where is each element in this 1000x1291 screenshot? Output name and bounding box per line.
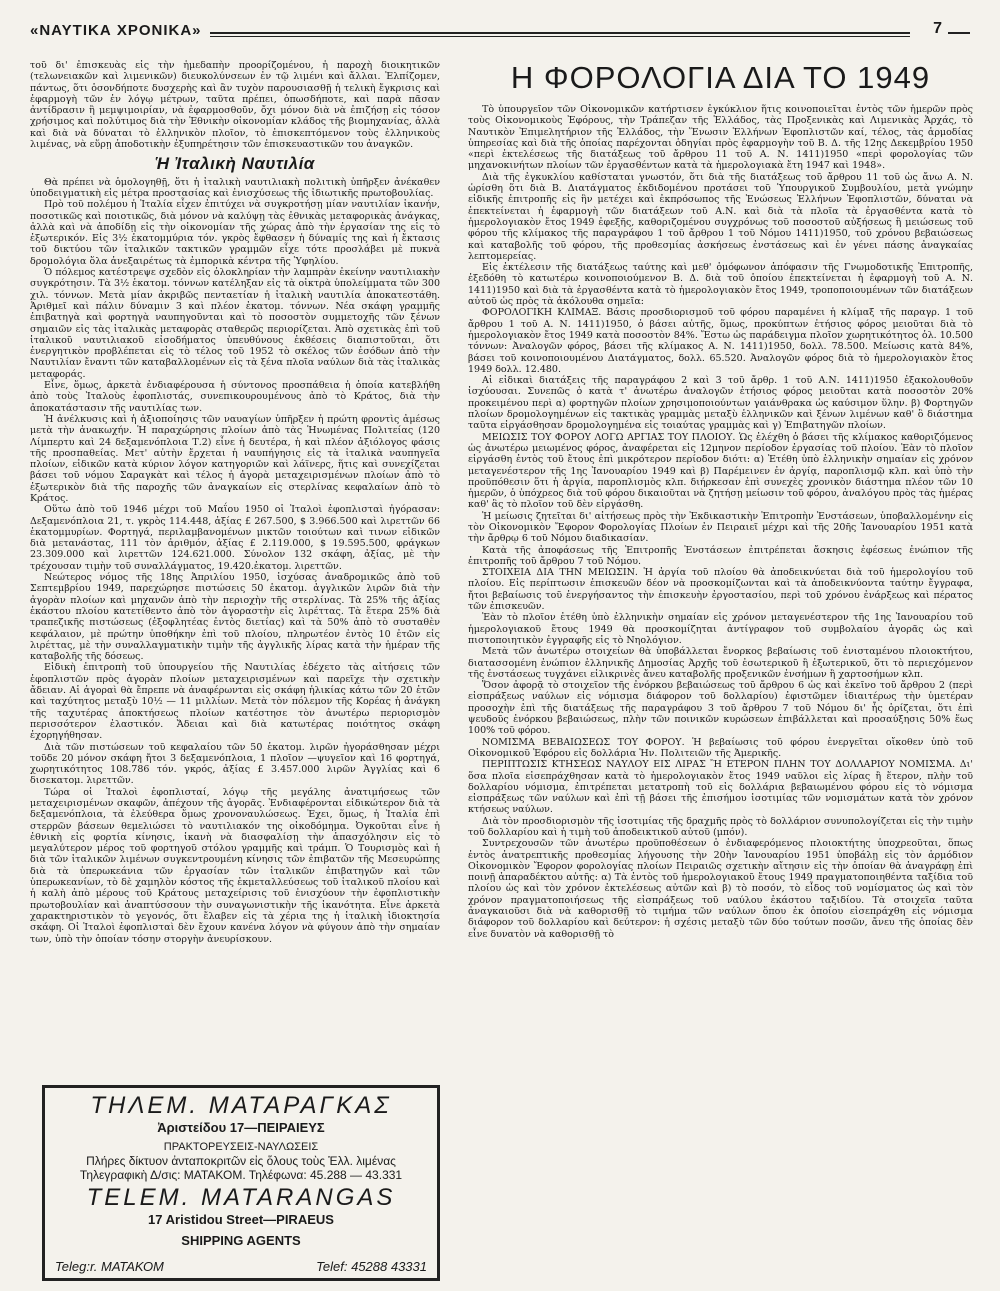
ad-services-greek: ΠΡΑΚΤΟΡΕΥΣΕΙΣ-ΝΑΥΛΩΣΕΙΣ — [163, 1141, 319, 1153]
paragraph: Διὰ τῶν πιστώσεων τοῦ κεφαλαίου τῶν 50 ἑκατομ. λιρῶν ἠγοράσθησαν μέχρι τοῦδε 20 μόνον σκάφη ἤτοι 3 δεξαμενόπλοια, 1 πλοῖον —ψυγεῖον καὶ 16 φορτηγά, χωρητικότητος 108.786 τόν. γκρός, ἀξίας £ 3.457.000 λιρῶν Ἀγγλίας καὶ 6 δισεκατομ. λιρεττῶν. — [30, 741, 440, 787]
paragraph: Εἰς ἐκτέλεσιν τῆς διατάξεως ταύτης καὶ μεθ' ὁμόφωνον ἀπόφασιν τῆς Γνωμοδοτικῆς Ἐπιτροπῆς, ἐξεδόθη τὸ κατωτέρω κοινοποιούμενον Β. Δ. διὰ τοῦ ὁποίου ἐπεκτείνεται ἡ ἐφαρμογὴ τοῦ Α. Ν. 1411)1950 καὶ διὰ τὰ ἐργασθέντα κατὰ τὸ ἡμερολογιακὸν ἔτος 1949, τροποποιουμένων τῶν διατάξεων αὐτοῦ ὡς πρὸς τὰ ἀκόλουθα σημεῖα: — [468, 262, 973, 308]
paragraph: τοῦ δι' ἐπισκευὰς εἰς τὴν ἡμεδαπὴν προορίζομένου, ἡ παροχὴ διοικητικῶν (τελωνειακῶν καὶ λιμενικῶν) διευκολύνσεων ἐν τῷ λιμένι καὶ ἄλλαι. Ἐλπίζομεν, πάντως, ὅτι ὁσονδήποτε δυσχερὴς καὶ ἂν τυχὸν παρουσιασθῇ ἡ τελικὴ ἔγκρισις καὶ ἐφαρμογὴ τῶν ἐν λόγῳ μέτρων, ταῦτα πρέπει, ὁπωσδήποτε, καὶ παρὰ πᾶσαν ἀντίδρασιν ἢ μεμψιμοιρίαν, νὰ ἐφαρμοσθοῦν, ὄχι μόνον διὰ νὰ ἐπιζήσῃ εἰς τόσον χρήσιμος καὶ πολύτιμος διὰ τὴν Ἐθνικὴν οἰκονομίαν κλάδος τῆς βιομηχανίας, ἀλλὰ καὶ διὰ νὰ δύναται τὸ ἑλληνικὸν πλοῖον, τὸ ἐπισκεπτόμενον τοὺς ἑλληνικοὺς λιμένας, νὰ εὕρῃ ἀποδοτικὴν ἐξυπηρέτησιν τῶν ἐπισκευαστικῶν του ἀναγκῶν. — [30, 60, 440, 151]
paragraph: Ἡ ἀνέλκυσις καὶ ἡ ἀξιοποίησις τῶν ναυαγίων ὑπῆρξεν ἡ πρώτη φροντὶς ἀμέσως μετὰ τὴν ἀνακωχήν. Ἡ παραχώρησις πλοίων ἀπὸ τὰς Ἡνωμένας Πολιτείας (120 Λίμπερτυ καὶ 24 δεξαμενόπλοια Τ.2) εἶνε ἡ δευτέρα, ἡ καὶ πλέον ἀξιόλογος φάσις τῆς προσπαθείας. Μετ' αὐτὴν ἔρχεται ἡ ναυπήγησις εἰς τὰ ἰταλικὰ ναυπηγεῖα πλοίων, εἰδικῶν κατὰ κύριον λόγον κατηγοριῶν καὶ λάϊνερς, ἥτις καὶ συνεχίζεται βάσει τοῦ νόμου Σαραγκὰτ καὶ τέλος ἡ ἀγορὰ μεταχειρισμένων πλοίων ἀπὸ τὸ ἐξωτερικὸν διὰ τῆς παροχῆς τῶν ἀναγκαίων εἰς στερλίνας κεφαλαίων ἀπὸ τὸ Κράτος. — [30, 413, 440, 504]
paragraph: ΦΟΡΟΛΟΓΙΚΗ ΚΛΙΜΑΞ. Βάσις προσδιορισμοῦ τοῦ φόρου παραμένει ἡ κλίμαξ τῆς παραγρ. 1 τοῦ ἄρθρου 1 τοῦ Α. Ν. 1411)1950, ὁ βάσει αὐτῆς, ὅμως, προκύπτων ἐτήσιος φόρος μειοῦται διὰ τὸ ἡμερολογιακὸν ἔτος 1949 κατὰ ποσοστὸν 84%. Ἔστω ὡς παράδειγμα πλοῖον χωρητικότητος ὁλ. 10.500 τόννων: Ἀναλογῶν φόρος, βάσει τῆς κλίμακος Α. Ν. 1411)1950, δολλ. 78.500. Μείωσις κατὰ 84%, βάσει τοῦ κοινοποιουμένου Διατάγματος, δολλ. 65.520. Ἀναλογῶν φόρος διὰ τὸ ἡμερολογιακὸν ἔτος 1949 δολλ. 12.480. — [468, 307, 973, 375]
ad-telephone-greek: Τηλεγραφικὴ Δ/σις: ΜΑΤΑΚΟΜ. Τηλέφωνα: 45.288 — 43.331 — [79, 1168, 403, 1182]
paragraph: Θὰ πρέπει νὰ ὁμολογηθῇ, ὅτι ἡ ἰταλικὴ ναυτιλιακὴ πολιτικὴ ὑπῆρξεν ἀνέκαθεν ὑποδειγματικὴ εἰς μέτρα προστασίας καὶ ἐνισχύσεως τῆς ἰδιωτικῆς πρωτοβουλίας. — [30, 176, 440, 199]
paragraph: Ἐὰν τὸ πλοῖον ἐτέθη ὑπὸ ἑλληνικὴν σημαίαν εἰς χρόνον μεταγενέστερον τῆς 1ης Ἰανουαρίου τοῦ ἡμερολογιακοῦ ἔτους 1949 θὰ προσκομίζηται ἀντίγραφον τοῦ συμβολαίου ἀγορᾶς ὡς καὶ πιστοποιητικὸν ἐγγραφῆς εἰς τὸ Νηολόγιον. — [468, 612, 973, 646]
paragraph: Νεώτερος νόμος τῆς 18ης Ἀπριλίου 1950, ἰσχύσας ἀναδρομικῶς ἀπὸ τοῦ Σεπτεμβρίου 1949, παρεχώρησε πιστώσεις 50 ἑκατομ. ἀγγλικῶν λιρῶν διὰ τὴν ἀγορὰν πλοίων καὶ μηχανῶν ἀπὸ τὴν περιοχὴν τῆς στερλίνας. Τὰ 25% τῆς ἀξίας ἑκάστου πλοίου κατετίθεντο ἀπὸ τὸν ἀγοραστὴν εἰς λιρέττας. Τὰ ἕτερα 25% διὰ τραπεζικῆς πιστώσεως (ἐξοφλητέας ἐντὸς διετίας) καὶ τὰ 50% ἀπὸ τὸ συσταθὲν κεφάλαιον, μὲ πρώτην ὑποθήκην ἐπὶ τοῦ πλοίου, πληρωτέον ἐντὸς 10 ἐτῶν εἰς λιρέττας, μὲ τὴν συναλλαγματικὴν τιμὴν τῆς ἀγγλικῆς λίρας κατὰ τὴν ἡμέραν τῆς καταβολῆς τῆς δόσεως. — [30, 572, 440, 663]
paragraph: Αἱ εἰδικαὶ διατάξεις τῆς παραγράφου 2 καὶ 3 τοῦ ἄρθρ. 1 τοῦ Α.Ν. 1411)1950 ἐξακολουθοῦν ἰσχύουσαι. Συνεπῶς ὁ κατὰ τ' ἀνωτέρω ἀναλογῶν ἐτήσιος φόρος μειοῦται κατὰ ποσοστὸν 20% προκειμένου περὶ α) φορτηγῶν πλοίων χρησιμοποιούντων γαιάνθρακα ὡς καύσιμον ὕλην. β) Φορτηγῶν πλοίων δρομολογημένων εἰς τακτικὰς γραμμὰς μεταξὺ ἑλληνικῶν καὶ ξένων λιμένων καθ' ὃ διάστημα ταῦτα εἰργάσθησαν δρομολογημένα εἰς τοιαύτας γραμμὰς καὶ γ) Ἐπιβατηγῶν πλοίων. — [468, 375, 973, 432]
page-number: 7 — [933, 20, 942, 37]
ad-network-greek: Πλήρες δίκτυον ἀνταποκριτῶν εἰς ὅλους τοὺς Ἑλλ. λιμένας — [86, 1154, 396, 1168]
paragraph: Συντρεχουσῶν τῶν ἀνωτέρω προϋποθέσεων ὁ ἐνδιαφερόμενος πλοιοκτήτης ὑποχρεοῦται, ὅπως ἐντὸς ἀνατρεπτικῆς προθεσμίας λήγουσης τὴν 20ὴν Ἰανουαρίου 1951 ὑποβάλῃ εἰς τὸν ἁρμόδιον Οἰκονομικὸν Ἔφορον φορολογίας πλοίων Πειραιῶς σχετικὴν αἴτησιν εἰς τὴν ὁποίαν θὰ ἀναγράφῃ ἐπὶ ποινῇ ἀπαραδέκτου αὐτῆς: α) Τὰ ἐντὸς τοῦ ἡμερολογιακοῦ ἔτους 1949 πραγματοποιηθέντα ταξίδια τοῦ πλοίου ὡς καὶ τὸν χρόνον ἐκτελέσεως αὐτῶν καὶ β) τὸ ποσόν, τὸ εἶδος τοῦ νομίσματος ὡς καὶ τὸν χρόνον πραγματοποιήσεως τῆς εἰσπράξεως τοῦ ναύλου ἑκάστου ταξιδίου. Τὰ στοιχεῖα ταῦτα ἀναγκαιοῦσι διὰ νὰ καθορισθῇ τὸ τιμήμα τῶν ναύλων ὅπου ἐκ ὁποίου εἰσεπράχθη εἰς νόμισμα διάφορον τοῦ δολλαρίου καὶ δεύτερον: ἡ σχέσις μεταξὺ τῶν δύο τούτων ποσῶν, ἄνευ τῆς ὁποίας δὲν εἶνε δυνατὸν νὰ καθορισθῇ τὸ — [468, 838, 973, 940]
paragraph: Τὸ ὑπουργεῖον τῶν Οἰκονομικῶν κατήρτισεν ἐγκύκλιον ἥτις κοινοποιεῖται ἐντὸς τῶν ἡμερῶν πρὸς τοὺς Οἰκονομικοὺς Ἐφόρους, τὴν Τράπεζαν τῆς Ἑλλάδος, τὰς Προξενικὰς καὶ Λιμενικὰς Ἀρχάς, τὸ Ναυτικὸν Ἐπιμελητήριον τῆς Ἑλλάδος, τὴν Ἕνωσιν Ἑλλήνων Ἐφοπλιστῶν καί, τέλος, τὰς ἁρμοδίας ὑπηρεσίας καὶ διὰ τῆς ὁποίας παρέχονται ὁδηγίαι πρὸς ἐφαρμογὴν τοῦ Β. Δ. τῆς 12ης Δεκεμβρίου 1950 «περὶ ἐκτελέσεως τῆς διατάξεως τοῦ ἄρθρου 11 τοῦ Α. Ν. 1411)1950 «περὶ φορολογίας τῶν μηχανοκινήτων πλοίων τῶν ἐργασθέντων κατὰ τὰ ἡμερολογιακὰ ἔτη 1947 καὶ 1948». — [468, 104, 973, 172]
paragraph: Οὕτω ἀπὸ τοῦ 1946 μέχρι τοῦ Μαΐου 1950 οἱ Ἰταλοὶ ἐφοπλισταὶ ἠγόρασαν: Δεξαμενόπλοια 21, τ. γκρὸς 114.448, ἀξίας £ 267.500, $ 3.966.500 καὶ λιρεττῶν 66 ἑκατομμυρίων. Φορτηγά, περιλαμβανομένων μικτῶν τοιούτων καὶ τινων εἰδικῶν διὰ μετανάστας, 111 τὸν ἀριθμόν, ἀξίας £ 2.119.000, $ 19.595.500, φράγκων 23.309.000 καὶ λιρεττῶν 124.621.000. Σύνολον 132 σκάφη, ἀξίας, μὲ τὴν τρέχουσαν τιμὴν τοῦ συναλλάγματος, 19.420.ἑκατομ. λιρεττῶν. — [30, 504, 440, 572]
paragraph: ΜΕΙΩΣΙΣ ΤΟΥ ΦΟΡΟΥ ΛΟΓΩ ΑΡΓΙΑΣ ΤΟΥ ΠΛΟΙΟΥ. Ὡς ἐλέχθη ὁ βάσει τῆς κλίμακος καθοριζόμενος ὡς ἀνωτέρω μειωμένος φόρος, ἀναφέρεται εἰς 12μηνον περίοδον ἐργασίας τοῦ πλοίου. Ἐὰν τὸ πλοῖον εἰργάσθη ἐντὸς τοῦ ἔτους ἐπὶ μικρότερον περίοδον διότι: α) Ἐτέθη ὑπὸ ἑλληνικὴν σημαίαν εἰς χρόνον μεταγενέστερον τῆς 1ης Ἰανουαρίου 1949 καὶ β) Παρέμεινεν ἐν ἀργίᾳ, παροπλισμῷ κλπ. καὶ ὑπὸ τὴν προϋπόθεσιν ὅτι ἡ ἀργία, παροπλισμὸς κλπ. διήρκεσαν ἐπὶ συνεχὲς χρονικὸν διάστημα πλέον τῶν 10 ἡμερῶν, ὁ ὑπόχρεος διὰ τοῦ φόρου δικαιοῦται νὰ ζητήσῃ μείωσιν τοῦ φόρου, ἀναλόγου πρὸς τὰς ἡμέρας καθ' ἃς τὸ πλοῖον τοῦ δὲν εἰργάσθη. — [468, 431, 973, 511]
paragraph: Τώρα οἱ Ἰταλοὶ ἐφοπλισταί, λόγῳ τῆς μεγάλης ἀνατιμήσεως τῶν μεταχειρισμένων σκαφῶν, ἀπέχουν τῆς ἀγορᾶς. Ἐνδιαφέρονται εἰδικώτερον διὰ τὰ δεξαμενόπλοια, τὰ ἐλεύθερα ὅμως χρονοναυλώσεως. Ἐχει, ὅμως, ἡ Ἰταλία ἐπὶ στερρῶν βάσεων θεμελιώσει τὸ ναυτιλιακόν της οἰκοδόμημα. Ὀγκοῦται εἶνε ἡ ἐθνικὴ εἰς φορτία κίνησις, ἱκανὴ νὰ διασφαλίσῃ τὴν ἀπασχόλησιν εἰς τὸ μεγαλύτερον μέρος τοῦ φορτηγοῦ στόλου γραμμῆς καὶ τράμπ. Ὁ Τουρισμὸς καὶ ἡ διὰ τῶν ἰταλικῶν λιμένων συγκεντρουμένη κίνησις τῶν ἐπιβατῶν τῆς Μεσευρώπης διὰ τὰ ὑπερωκεάνια τῶν ἐργασίαν τῶν ἰταλικῶν ἐπιβατηγῶν καὶ τῶν ὑπερωκεανίων, τὸ δὲ χαμηλὸν κόστος τῆς ἐκμεταλλεύσεως τοῦ ἰταλικοῦ πλοίου καὶ ἡ καλὴ ἀπὸ μέρους τοῦ Κράτους μεταχείρισις τοῦ ἐνισχύουν τὴν ἐφοπλιστικὴν πρωτοβουλίαν καὶ ἀναπτύσσουν τὴν συναγωνιστικὴν τῆς ἱκανότητα. Εἶνε ἀρκετὰ χαρακτηριστικὸν τὸ γεγονός, ὅτι ἔλαβεν εἰς τὰ χέρια της ἡ ἰταλικὴ ἰδιοκτησία σκάφη. Οἱ Ἰταλοὶ ἐφοπλισταὶ δὲν ἔχουν κανένα λόγον νὰ φύγουν ἀπὸ τὴν σημαίαν των, ὑπὸ τὴν ὁποίαν τόσην στοργὴν ἀνευρίσκουν. — [30, 786, 440, 945]
paragraph: Ὁ πόλεμος κατέστρεψε σχεδὸν εἰς ὁλοκληρίαν τὴν λαμπρὰν ἐκείνην ναυτιλιακὴν συγκρότησιν. Τὰ 3½ ἑκατομ. τόννων κατέληξαν εἰς τὰ οἰκτρὰ ὑπολείμματα τῶν 300 χιλ. τόννων. Μετὰ μίαν ἀκριβῶς πενταετίαν ἡ ἰταλικὴ ναυτιλία ἀποκατεστάθη. Ἀριθμεῖ καὶ πάλιν δύναμιν 3 καὶ πλέον ἑκατομ. τόννων. Νέα σκάφη γραμμῆς ἐπιβατηγὰ καὶ φορτηγὰ ναυπηγοῦνται καὶ τὸ ποσοστὸν συμμετοχῆς τῶν ξένων σημαιῶν εἰς τὰς ἰταλικὰς μεταφορὰς σταθερῶς περιορίζεται. Ἀπὸ σχετικὰς ἐπὶ τοῦ ἰταλικοῦ ναυτιλιακοῦ εἰσοδήματος ὑπευθύνους ἐκθέσεις διαπιστοῦται, ὅτι ἐνεργητικὸν προβλέπεται εἰς τὸ τέλος τοῦ 1952 τὸ σκέλος τῶν ἐσόδων ἀπὸ τὴν Ναυτιλίαν ἔναντι τῶν καταβαλλομένων εἰς τὰ ξένα πλοῖα ναύλων διὰ τὰς ἰταλικὰς μεταφοράς. — [30, 267, 440, 380]
paragraph: ΝΟΜΙΣΜΑ ΒΕΒΑΙΩΣΕΩΣ ΤΟΥ ΦΟΡΟΥ. Ἡ βεβαίωσις τοῦ φόρου ἐνεργεῖται οἴκοθεν ὑπὸ τοῦ Οἰκονομικοῦ Ἐφόρου εἰς δολλάρια Ἡν. Πολιτειῶν τῆς Ἀμερικῆς. — [468, 736, 973, 759]
paragraph: Διὰ τῆς ἐγκυκλίου καθίσταται γνωστόν, ὅτι διὰ τῆς διατάξεως τοῦ ἄρθρου 11 τοῦ ὡς ἄνω Α. Ν. ὡρίσθη ὅτι διὰ Β. Διατάγματος ἐκδιδομένου προτάσει τοῦ Ὑπουργικοῦ Συμβουλίου, μετὰ γνώμην εἰδικῆς ἐπιτροπῆς εἰς ἣν μετέχει καὶ ἐκπρόσωπος τῆς Ἑνώσεως Ἑλλήνων Ἐφοπλιστῶν, δύναται νὰ ἐπεκτείνεται ἡ ἐφαρμογὴ τῶν διατάξεων τοῦ Α.Ν. καὶ διὰ τὰ πλοῖα τὰ ἐργασθέντα κατὰ τὸ ἡμερολογιακὸν ἔτος 1949 ἐφεξῆς, καθοριζομένου συγχρόνως τοῦ ποσοστοῦ αὐξήσεως ἢ μειώσεως τοῦ φόρου τῆς κλίμακος τῆς παραγράφου 1 τοῦ ἄρθρου 1 τοῦ Νόμου 1411)1950, τοῦ χρόνου βεβαιώσεως καὶ καταβολῆς τοῦ φόρου, τῆς προθεσμίας ἀσκήσεως ἐνστάσεως καὶ ἐν γένει πάσης ἀναγκαίας λεπτομερείας. — [468, 171, 973, 262]
paragraph: ΣΤΟΙΧΕΙΑ ΔΙΑ ΤΗΝ ΜΕΙΩΣΙΝ. Ἡ ἀργία τοῦ πλοίου θὰ ἀποδεικνύεται διὰ τοῦ ἡμερολογίου τοῦ πλοίου. Εἰς περίπτωσιν ἐπισκευῶν δέον νὰ προσκομίζωνται καὶ τὰ ἀποδεικνύοντα ταύτην ἔγγραφα, ἤτοι βεβαίωσις τοῦ ἐνεργήσαντος τὴν ἐπισκευὴν ἐργοστασίου, περὶ τοῦ χρόνου ἐνάρξεως καὶ πέρατος τῶν ἐπισκευῶν. — [468, 567, 973, 613]
paragraph: Πρὸ τοῦ πολέμου ἡ Ἰταλία εἶχεν ἐπιτύχει νὰ συγκροτήσῃ μίαν ναυτιλίαν ἱκανήν, ποσοτικῶς καὶ ποιοτικῶς, διὰ μόνον νὰ καλύψῃ τὰς ἐθνικὰς μεταφορικὰς ἀνάγκας, ἀλλὰ καὶ νὰ ἀποδίδῃ εἰς τὴν οἰκονομίαν τῆς χώρας ἀπὸ τὴν ἐργασίαν της εἰς τὸ ἐξωτερικόν. Εἰς 3½ ἑκατομμύρια τόν. γκρὸς ἔφθασεν ἡ δύναμίς της καὶ ἡ ἔκτασις τοῦ δικτύου τῶν ἰταλικῶν τακτικῶν γραμμῶν εἶχε τότε προσλάβει μὲ πυκνὰ δρομολόγια ὅλα ἀνεξαιρέτως τὰ ἐμπορικὰ κέντρα τῆς Ὑφηλίου. — [30, 199, 440, 267]
ad-telephone: Telef: 45288 43331 — [316, 1259, 427, 1274]
ad-telegraph: Teleg:r. ΜΑΤΑΚΟΜ — [55, 1259, 164, 1274]
paragraph: Εἶνε, ὅμως, ἀρκετὰ ἐνδιαφέρουσα ἡ σύντονος προσπάθεια ἡ ὁποία κατεβλήθη ἀπὸ τοὺς Ἰταλοὺς ἐφοπλιστάς, συνεπικουρουμένους ἀπὸ τὸ Κράτος, διὰ τὴν ἀποκατάστασιν τῆς ναυτιλίας των. — [30, 380, 440, 414]
paragraph: Ἡ μείωσις ζητεῖται δι' αἰτήσεως πρὸς τὴν Ἐκδικαστικὴν Ἐπιτροπὴν Ἐνστάσεων, ὑποβαλλομένην εἰς τὸν Οἰκονομικὸν Ἔφορον Φορολογίας Πλοίων ἐν Πειραιεῖ μέχρι καὶ τῆς 20ῆς Ἰανουαρίου 1951 κατὰ τὴν ἄρθρῳ 6 τοῦ Νόμου διαδικασίαν. — [468, 510, 973, 545]
masthead: «ΝΑΥΤΙΚΑ ΧΡΟΝΙΚΑ» — [30, 22, 210, 39]
paragraph: ΠΕΡΙΠΤΩΣΙΣ ΚΤΗΣΕΩΣ ΝΑΥΛΟΥ ΕΙΣ ΛΙΡΑΣ Ἢ ΕΤΕΡΟΝ ΠΛΗΝ ΤΟΥ ΔΟΛΛΑΡΙΟΥ ΝΟΜΙΣΜΑ. Δι' ὅσα πλοῖα εἰσεπράχθησαν κατὰ τὸ ἡμερολογιακὸν ἔτος 1949 ναῦλοι εἰς λίρας ἢ ἕτερον, πλὴν τοῦ δολλαρίου νόμισμα, ἐπιτρέπεται μετατροπὴ τοῦ εἰς δολλάρια βεβαιωμένου φόρου εἰς τὸ νόμισμα εἰσπράξεως τῶν ναύλων καὶ ἐπὶ τῇ βάσει τῆς ἐπισήμου ἰσοτιμίας τῶν νομισμάτων κατὰ τὸν χρόνον κτήσεως ναύλων. — [468, 759, 973, 816]
header-rule-tail — [948, 32, 970, 34]
paragraph: Κατὰ τῆς ἀποφάσεως τῆς Ἐπιτροπῆς Ἐνστάσεων ἐπιτρέπεται ἄσκησις ἐφέσεως ἐνώπιον τῆς ἐπιτροπῆς τοῦ ἄρθρου 7 τοῦ Νόμου. — [468, 544, 973, 567]
ad-name-english: TELEM. MATARANGAS — [86, 1184, 396, 1211]
paragraph: Διὰ τὸν προσδιορισμὸν τῆς ἰσοτιμίας τῆς δραχμῆς πρὸς τὸ δολλάριον συνυπολογίζεται εἰς τὴν τιμὴν τοῦ δολλαρίου καὶ ἡ τιμὴ τοῦ ἀποδεικτικοῦ αὐτοῦ (μπόν). — [468, 815, 973, 838]
ad-address-english: 17 Aristidou Street—PIRAEUS — [148, 1212, 334, 1227]
advertisement — [42, 1085, 440, 1281]
ad-name-greek: ΤΗΛΕΜ. ΜΑΤΑΡΑΓΚΑΣ — [90, 1092, 392, 1119]
paragraph: Μετὰ τῶν ἀνωτέρω στοιχείων θὰ ὑποβάλλεται ἔνορκος βεβαίωσις τοῦ ἐνισταμένου πλοιοκτήτου, διατασσομένη ἐνώπιον ἑλληνικῆς Δημοσίας Ἀρχῆς τοῦ ἐσωτερικοῦ ἢ ἐξωτερικοῦ, ὅτι τὸ περιεχόμενον τῆς ἐνστάσεως τυγχάνει εἰλικρινὲς ἄνευ καταβολῆς προξενικῶν ἐνσήμων ἢ χαρτοσήμων κλπ. — [468, 646, 973, 680]
ad-address-greek: Ἀριστείδου 17—ΠΕΙΡΑΙΕΥΣ — [157, 1120, 325, 1135]
section-heading: Ἡ Ἰταλικὴ Ναυτιλία — [155, 154, 315, 174]
article-title: Η ΦΟΡΟΛΟΓΙΑ ΔΙΑ ΤΟ 1949 — [510, 60, 931, 95]
page-header — [30, 20, 970, 44]
paragraph: Εἰδικὴ ἐπιτροπὴ τοῦ ὑπουργείου τῆς Ναυτιλίας ἐδέχετο τὰς αἰτήσεις τῶν ἐφοπλιστῶν πρὸς ἀγορὰν πλοίων μεταχειρισμένων καὶ παρεῖχε τὴν σχετικὴν ἄδειαν. Αἱ ἀγοραὶ θὰ ἔπρεπε νὰ ἀναφέρωνται εἰς σκάφη ἡλικίας κάτω τῶν 20 ἐτῶν καὶ ταχύτητος μεταξὺ 10½ — 11 μιλλίων. Μετὰ τὸν πόλεμον τῆς Κορέας ἡ ἀνάγκη τῆς ταχυτέρας ἀποκτήσεως πλοίων κατέστησε τὸν ἀνωτέρω περιορισμὸν περισσότερον ἐλαστικόν. Ἄδειαι καὶ διὰ κατωτέρας ποιότητος σκάφη ἐχορηγήθησαν. — [30, 662, 440, 742]
right-column — [468, 60, 973, 1280]
paragraph: Ὅσον ἀφορᾷ τὸ στοιχεῖον τῆς ἐνόρκου βεβαιώσεως τοῦ ἄρθρου 6 ὡς καὶ ἐκεῖνο τοῦ ἄρθρου 2 (περὶ εἰσπράξεως ναύλων εἰς νόμισμα διάφορον τοῦ δολλαρίου) ἐφιστῶμεν ἰδιαιτέρως τὴν ὑμετέραν προσοχὴν ἐπὶ τῆς διατάξεως τῆς παραγράφου 3 τοῦ ἄρθρου 7 τοῦ Νόμου δι' ἧς ὁρίζεται, ὅτι ἐπὶ ψευδοῦς ἐνόρκου βεβαιώσεως, πλὴν τῶν ποινικῶν κυρώσεων ἐπιβάλλεται καὶ προσαύξησις 50% ἕως 100% τοῦ φόρου. — [468, 680, 973, 737]
ad-shipping-agents: SHIPPING AGENTS — [181, 1233, 301, 1248]
